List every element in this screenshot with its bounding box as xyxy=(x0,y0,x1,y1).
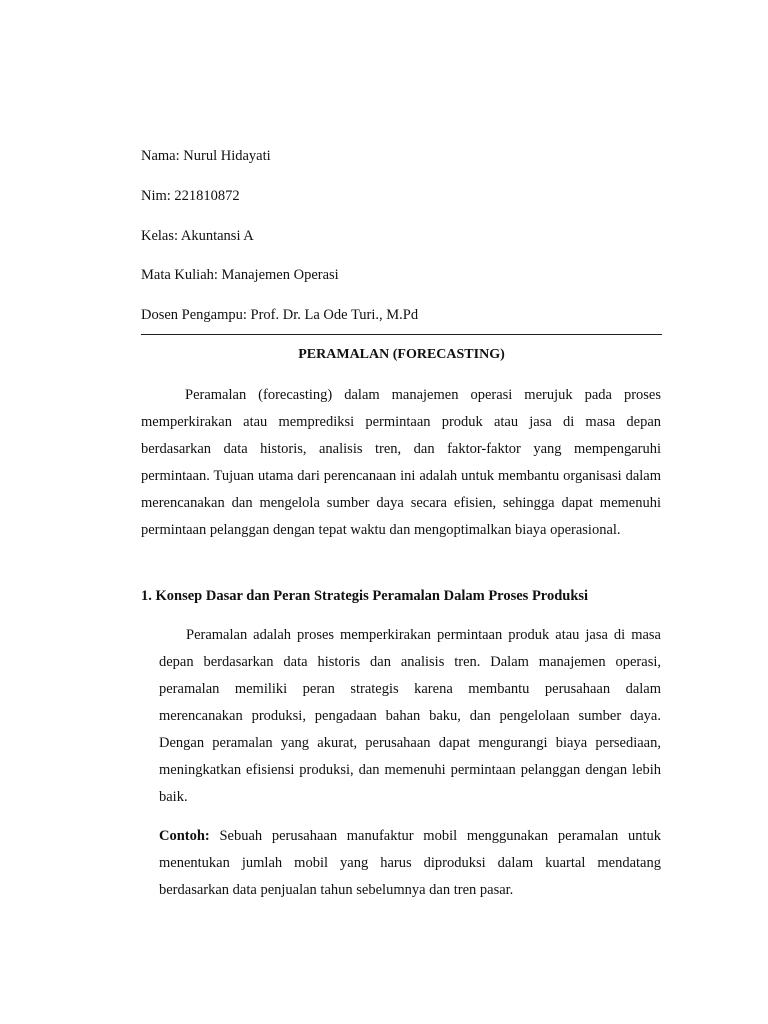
student-name: Nama: Nurul Hidayati xyxy=(141,148,271,164)
document-title: PERAMALAN (FORECASTING) xyxy=(298,347,505,362)
course-name: Mata Kuliah: Manajemen Operasi xyxy=(141,267,339,283)
example-paragraph xyxy=(159,823,661,904)
header-divider xyxy=(141,334,662,335)
intro-paragraph: Peramalan (forecasting) dalam manajemen operasi merujuk pada proses memperkirakan atau memprediksi permintaan produk atau jasa di masa depan berdasarkan data historis, analisis tren, dan faktor-faktor yang mempengaruhi permintaan. Tujuan utama dari perencanaan ini adalah untuk membantu organisasi dalam merencanakan dan mengelola sumber daya secara efisien, sehingga dapat memenuhi permintaan pelanggan dengan tepat waktu dan mengoptimalkan biaya operasional. xyxy=(141,387,661,538)
section-1-heading: 1. Konsep Dasar dan Peran Strategis Peramalan Dalam Proses Produksi xyxy=(141,588,589,604)
student-nim: Nim: 221810872 xyxy=(141,188,240,204)
section-1-paragraph: Peramalan adalah proses memperkirakan permintaan produk atau jasa di masa depan berdasarkan data historis dan analisis tren. Dalam manajemen operasi, peramalan memiliki peran strategis karena membantu perusahaan dalam merencanakan produksi, pengadaan bahan baku, dan pengelolaan sumber daya. Dengan peramalan yang akurat, perusahaan dapat mengurangi biaya persediaan, meningkatkan efisiensi produksi, dan memenuhi permintaan pelanggan dengan lebih baik. xyxy=(159,627,661,805)
example-label: Contoh: xyxy=(159,828,210,844)
student-class: Kelas: Akuntansi A xyxy=(141,228,254,244)
example-text: Sebuah perusahaan manufaktur mobil menggunakan peramalan untuk menentukan jumlah mobil yang harus diproduksi dalam kuartal mendatang berdasarkan data penjualan tahun sebelumnya dan tren pasar. xyxy=(159,828,661,898)
lecturer-name: Dosen Pengampu: Prof. Dr. La Ode Turi., M.Pd xyxy=(141,307,419,323)
